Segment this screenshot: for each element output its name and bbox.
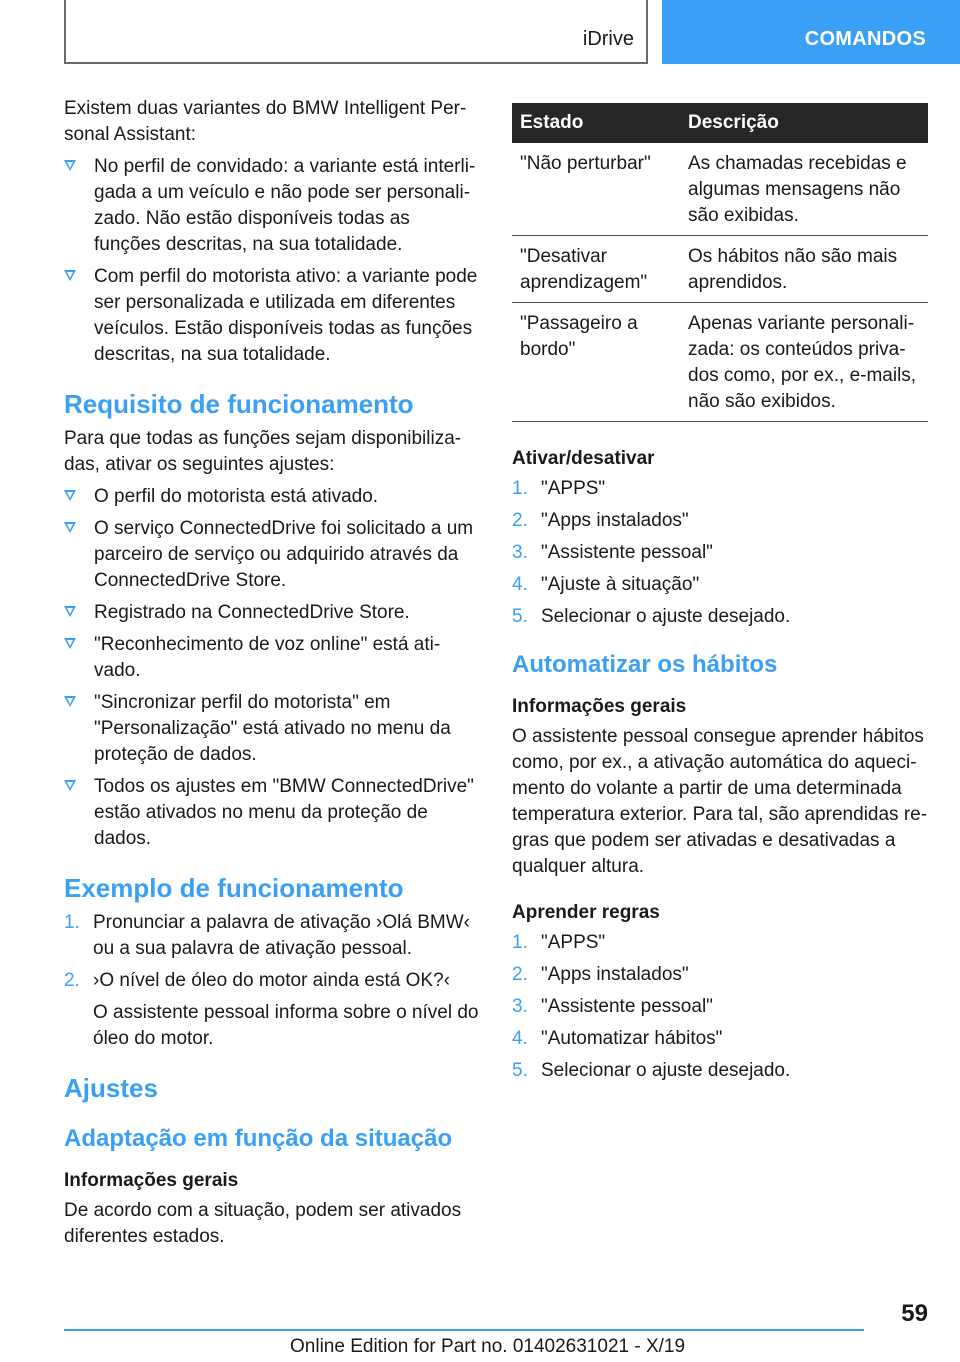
list-item: 3. "Assistente pessoal"	[512, 996, 713, 1017]
list-item: Todos os ajustes em "BMW ConnectedDrive" estão ativados no menu da proteção de dados.	[64, 774, 480, 852]
learn-steps	[512, 930, 928, 1084]
adaptation-heading: Adaptação em função da situação	[64, 1125, 453, 1152]
list-item: No perfil de convidado: a variante está interligada a um veículo e não pode ser personalizado. Não estão disponíveis todas as funções descritas, na sua totalidade.	[64, 154, 480, 258]
step-note: O assistente pessoal informa sobre o nível do óleo do motor.	[93, 1002, 479, 1049]
list-item: 5. Selecionar o ajuste desejado.	[512, 606, 791, 627]
automate-heading: Automatizar os hábitos	[512, 651, 778, 678]
states-table	[512, 103, 928, 422]
list-item: 2. "Apps instalados"	[512, 964, 689, 985]
table-row	[512, 303, 928, 422]
requirements-intro: Para que todas as funções sejam disponibilizadas, ativar os seguintes ajustes:	[64, 428, 462, 475]
list-item: 2. ›O nível de óleo do motor ainda está OK?‹ O assistente pessoal informa sobre o nível do óleo do motor.	[64, 968, 480, 1052]
list-item: 1. "APPS"	[512, 478, 606, 499]
list-item: "Reconhecimento de voz online" está ativado.	[64, 632, 480, 684]
triangle-bullet-icon	[64, 780, 76, 791]
example-heading: Exemplo de funcionamento	[64, 873, 404, 903]
auto-info-text: O assistente pessoal consegue aprender hábitos como, por ex., a ativação automática do aquecimento do volante a partir de uma determinada temperatura exterior. Para tal, são aprendidas regras que podem ser ativadas e desativadas a qualquer altura.	[512, 726, 928, 877]
list-item: 3. "Assistente pessoal"	[512, 542, 713, 563]
requirements-heading: Requisito de funcionamento	[64, 389, 414, 419]
triangle-bullet-icon	[64, 638, 76, 649]
table-header-row	[512, 103, 928, 143]
state-cell: "Desativar aprendizagem"	[512, 236, 680, 303]
triangle-bullet-icon	[64, 522, 76, 533]
list-item: O serviço ConnectedDrive foi solicitado a um parceiro de serviço ou adquirido através da ConnectedDrive Store.	[64, 516, 480, 594]
footer-divider	[64, 1329, 864, 1331]
triangle-bullet-icon	[64, 696, 76, 707]
variants-list	[64, 154, 480, 368]
header-chapter-box	[662, 0, 960, 64]
state-cell: "Passageiro a bordo"	[512, 303, 680, 422]
list-item: Com perfil do motorista ativo: a variante pode ser personalizada e utilizada em diferentes veículos. Estão disponíveis todas as funções descritas, na sua totalidade.	[64, 264, 480, 368]
list-item: 4. "Ajuste à situação"	[512, 574, 700, 595]
list-item: 2. "Apps instalados"	[512, 510, 689, 531]
list-item: "Sincronizar perfil do motorista" em "Personalização" está ativado no menu da proteção de dados.	[64, 690, 480, 768]
auto-info-heading: Informações gerais	[512, 696, 687, 717]
requirements-list	[64, 484, 480, 852]
list-item: O perfil do motorista está ativado.	[64, 484, 480, 510]
triangle-bullet-icon	[64, 490, 76, 501]
list-item: 1. Pronunciar a palavra de ativação ›Olá BMW‹ ou a sua palavra de ativação pessoal.	[64, 912, 470, 959]
triangle-bullet-icon	[64, 606, 76, 617]
example-steps	[64, 910, 480, 1052]
description-cell: Os hábitos não são mais aprendidos.	[680, 236, 928, 303]
description-cell: Apenas variante personalizada: os conteúdos privados como, por ex., e-mails, não são exibidos.	[680, 303, 928, 422]
section-title: iDrive	[582, 28, 634, 50]
page-number: 59	[901, 1300, 928, 1327]
state-cell: "Não perturbar"	[512, 143, 680, 236]
settings-heading: Ajustes	[64, 1073, 158, 1103]
col-header-description: Descrição	[680, 103, 928, 143]
table-row	[512, 236, 928, 303]
toggle-heading: Ativar/desativar	[512, 448, 655, 469]
list-item: 1. "APPS"	[512, 932, 606, 953]
list-item: 4. "Automatizar hábitos"	[512, 1028, 723, 1049]
general-info-heading: Informações gerais	[64, 1170, 239, 1191]
edition-note: Online Edition for Part no. 01402631021 - X/19	[290, 1336, 686, 1357]
triangle-bullet-icon	[64, 270, 76, 281]
toggle-steps	[512, 476, 928, 630]
description-cell: As chamadas recebidas e algumas mensagens não são exibidas.	[680, 143, 928, 236]
header-section-box	[64, 0, 648, 64]
list-item: Registrado na ConnectedDrive Store.	[64, 600, 480, 626]
triangle-bullet-icon	[64, 160, 76, 171]
general-info-text: De acordo com a situação, podem ser ativados diferentes estados.	[64, 1200, 462, 1247]
col-header-state: Estado	[512, 103, 680, 143]
chapter-title: COMANDOS	[804, 28, 926, 50]
table-row	[512, 143, 928, 236]
list-item: 5. Selecionar o ajuste desejado.	[512, 1060, 791, 1081]
left-column	[64, 96, 480, 1250]
right-column	[512, 103, 928, 1090]
intro-paragraph: Existem duas variantes do BMW Intelligent Personal Assistant:	[64, 98, 467, 145]
learn-rules-heading: Aprender regras	[512, 902, 660, 923]
